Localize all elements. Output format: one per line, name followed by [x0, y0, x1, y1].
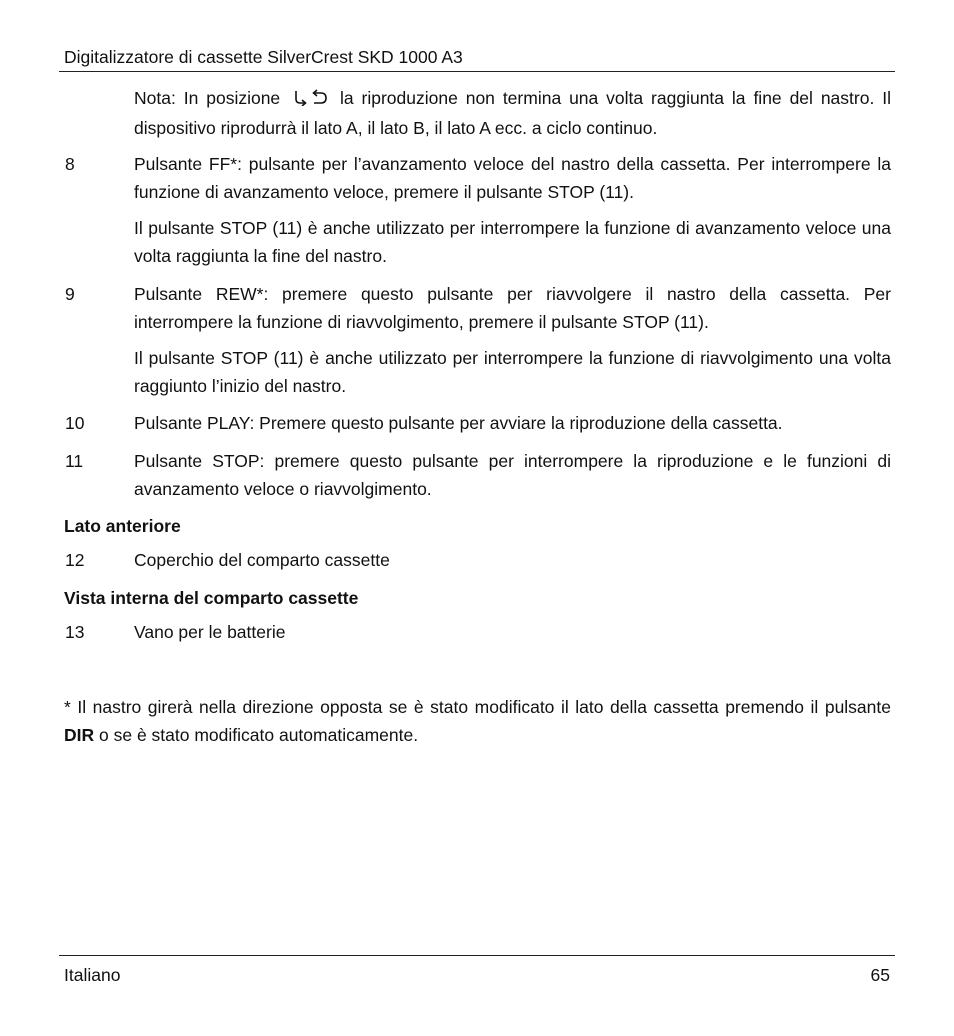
section-heading-inside: Vista interna del comparto cassette: [64, 588, 359, 608]
note-paragraph: [134, 84, 891, 142]
item-text-11: Pulsante STOP: premere questo pulsante per interrompere la riproduzione e le funzioni di avanzamento veloce o riavvolgimento.: [134, 451, 891, 499]
item-note-9: Il pulsante STOP (11) è anche utilizzato per interrompere la funzione di riavvolgimento una volta raggiunto l’inizio del nastro.: [134, 348, 891, 396]
loop-repeat-icon: [290, 86, 330, 114]
header-divider: [59, 71, 895, 72]
section-heading-front: Lato anteriore: [64, 516, 181, 536]
page-number: 65: [870, 965, 890, 985]
item-number-9: 9: [65, 284, 75, 304]
item-number-8: 8: [65, 154, 75, 174]
footnote-bold-dir: DIR: [64, 725, 95, 745]
item-text-12: Coperchio del comparto cassette: [134, 550, 390, 570]
item-number-13: 13: [65, 622, 85, 642]
footer-language: Italiano: [64, 965, 121, 985]
item-text-9: Pulsante REW*: premere questo pulsante per riavvolgere il nastro della cassetta. Per interrompere la funzione di riavvolgimento, premere il pulsante STOP (11).: [134, 284, 891, 332]
item-number-10: 10: [65, 413, 85, 433]
note-text-after: la riproduzione non termina una volta raggiunta la fine del nastro. Il dispositivo riprodurrà il lato A, il lato B, il lato A ecc. a ciclo continuo.: [134, 88, 891, 138]
footer-divider: [59, 955, 895, 956]
document-header-title: Digitalizzatore di cassette SilverCrest SKD 1000 A3: [64, 47, 463, 67]
item-text-13: Vano per le batterie: [134, 622, 286, 642]
footnote-text-before: * Il nastro girerà nella direzione opposta se è stato modificato il lato della cassetta premendo il pulsante: [64, 697, 891, 717]
item-note-8: Il pulsante STOP (11) è anche utilizzato per interrompere la funzione di avanzamento veloce una volta raggiunta la fine del nastro.: [134, 218, 891, 266]
item-text-8: Pulsante FF*: pulsante per l’avanzamento veloce del nastro della cassetta. Per interrompere la funzione di avanzamento veloce, premere il pulsante STOP (11).: [134, 154, 891, 202]
item-text-10: Pulsante PLAY: Premere questo pulsante per avviare la riproduzione della cassetta.: [134, 413, 783, 433]
item-number-11: 11: [65, 451, 84, 471]
item-number-12: 12: [65, 550, 85, 570]
footnote: [64, 693, 891, 749]
note-text-before: Nota: In posizione: [134, 88, 281, 108]
footnote-text-after: o se è stato modificato automaticamente.: [99, 725, 419, 745]
